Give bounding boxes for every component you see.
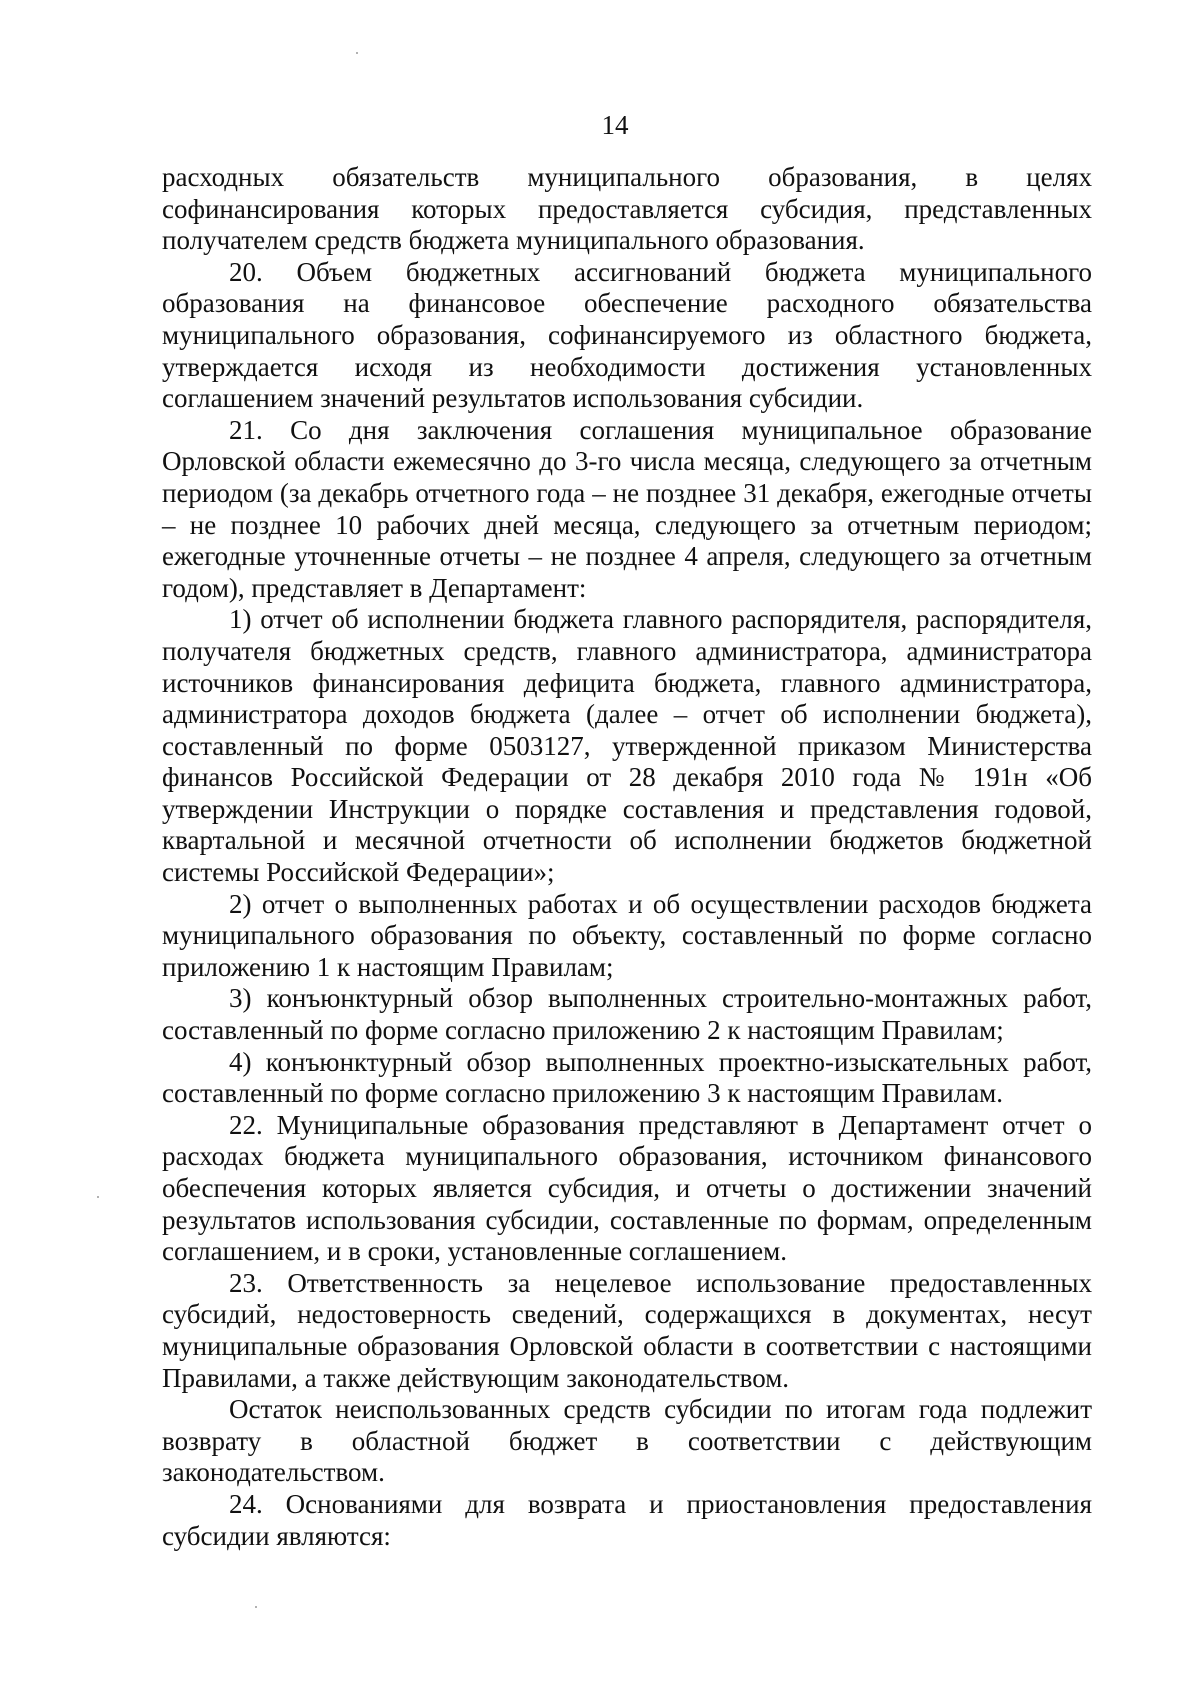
paragraph-23: 23. Ответственность за нецелевое использование предоставленных субсидий, недостоверность сведений, содержащихся в документах, несут муниципальные образования Орловской области в соответствии с настоящими Правилами, а также действующим законодательством.: [162, 1267, 1092, 1393]
scan-speck: [356, 52, 358, 54]
paragraph-21: 21. Со дня заключения соглашения муниципальное образование Орловской области ежемесячно до 3-го числа месяца, следующего за отчетным периодом (за декабрь отчетного года – не позднее 31 декабря, ежегодные отчеты – не позднее 10 рабочих дней месяца, следующего за отчетным периодом; ежегодные уточненные отчеты – не позднее 4 апреля, следующего за отчетным годом), представляет в Департамент:: [162, 414, 1092, 603]
paragraph-21-item-4: 4) конъюнктурный обзор выполненных проектно-изыскательных работ, составленный по форме согласно приложению 3 к настоящим Правилам.: [162, 1046, 1092, 1109]
paragraph-21-item-2: 2) отчет о выполненных работах и об осуществлении расходов бюджета муниципального образования по объекту, составленный по форме согласно приложению 1 к настоящим Правилам;: [162, 888, 1092, 982]
paragraph-continuation: расходных обязательств муниципального образования, в целях софинансирования которых предоставляется субсидия, представленных получателем средств бюджета муниципального образования.: [162, 162, 1092, 256]
paragraph-20: 20. Объем бюджетных ассигнований бюджета муниципального образования на финансовое обеспечение расходного обязательства муниципального образования, софинансируемого из областного бюджета, утверждается исходя из необходимости достижения установленных соглашением значений результатов использования субсидии.: [162, 256, 1092, 414]
paragraph-21-item-1: 1) отчет об исполнении бюджета главного распорядителя, распорядителя, получателя бюджетных средств, главного администратора, администратора источников финансирования дефицита бюджета, главного администратора, администратора доходов бюджета (далее – отчет об исполнении бюджета), составленный по форме 0503127, утвержденной приказом Министерства финансов Российской Федерации от 28 декабря 2010 года № 191н «Об утверждении Инструкции о порядке составления и представления годовой, квартальной и месячной отчетности об исполнении бюджетов бюджетной системы Российской Федерации»;: [162, 604, 1092, 888]
scan-speck: [97, 1196, 99, 1198]
paragraph-21-item-3: 3) конъюнктурный обзор выполненных строительно-монтажных работ, составленный по форме согласно приложению 2 к настоящим Правилам;: [162, 983, 1092, 1046]
document-body: [162, 162, 1092, 1552]
paragraph-23-remainder: Остаток неиспользованных средств субсидии по итогам года подлежит возврату в областной бюджет в соответствии с действующим законодательством.: [162, 1394, 1092, 1488]
paragraph-24: 24. Основаниями для возврата и приостановления предоставления субсидии являются:: [162, 1488, 1092, 1551]
scan-speck: [255, 1606, 257, 1608]
page-number: 14: [601, 110, 629, 140]
paragraph-22: 22. Муниципальные образования представляют в Департамент отчет о расходах бюджета муниципального образования, источником финансового обеспечения которых является субсидия, и отчеты о достижении значений результатов использования субсидии, составленные по формам, определенным соглашением, и в сроки, установленные соглашением.: [162, 1109, 1092, 1267]
